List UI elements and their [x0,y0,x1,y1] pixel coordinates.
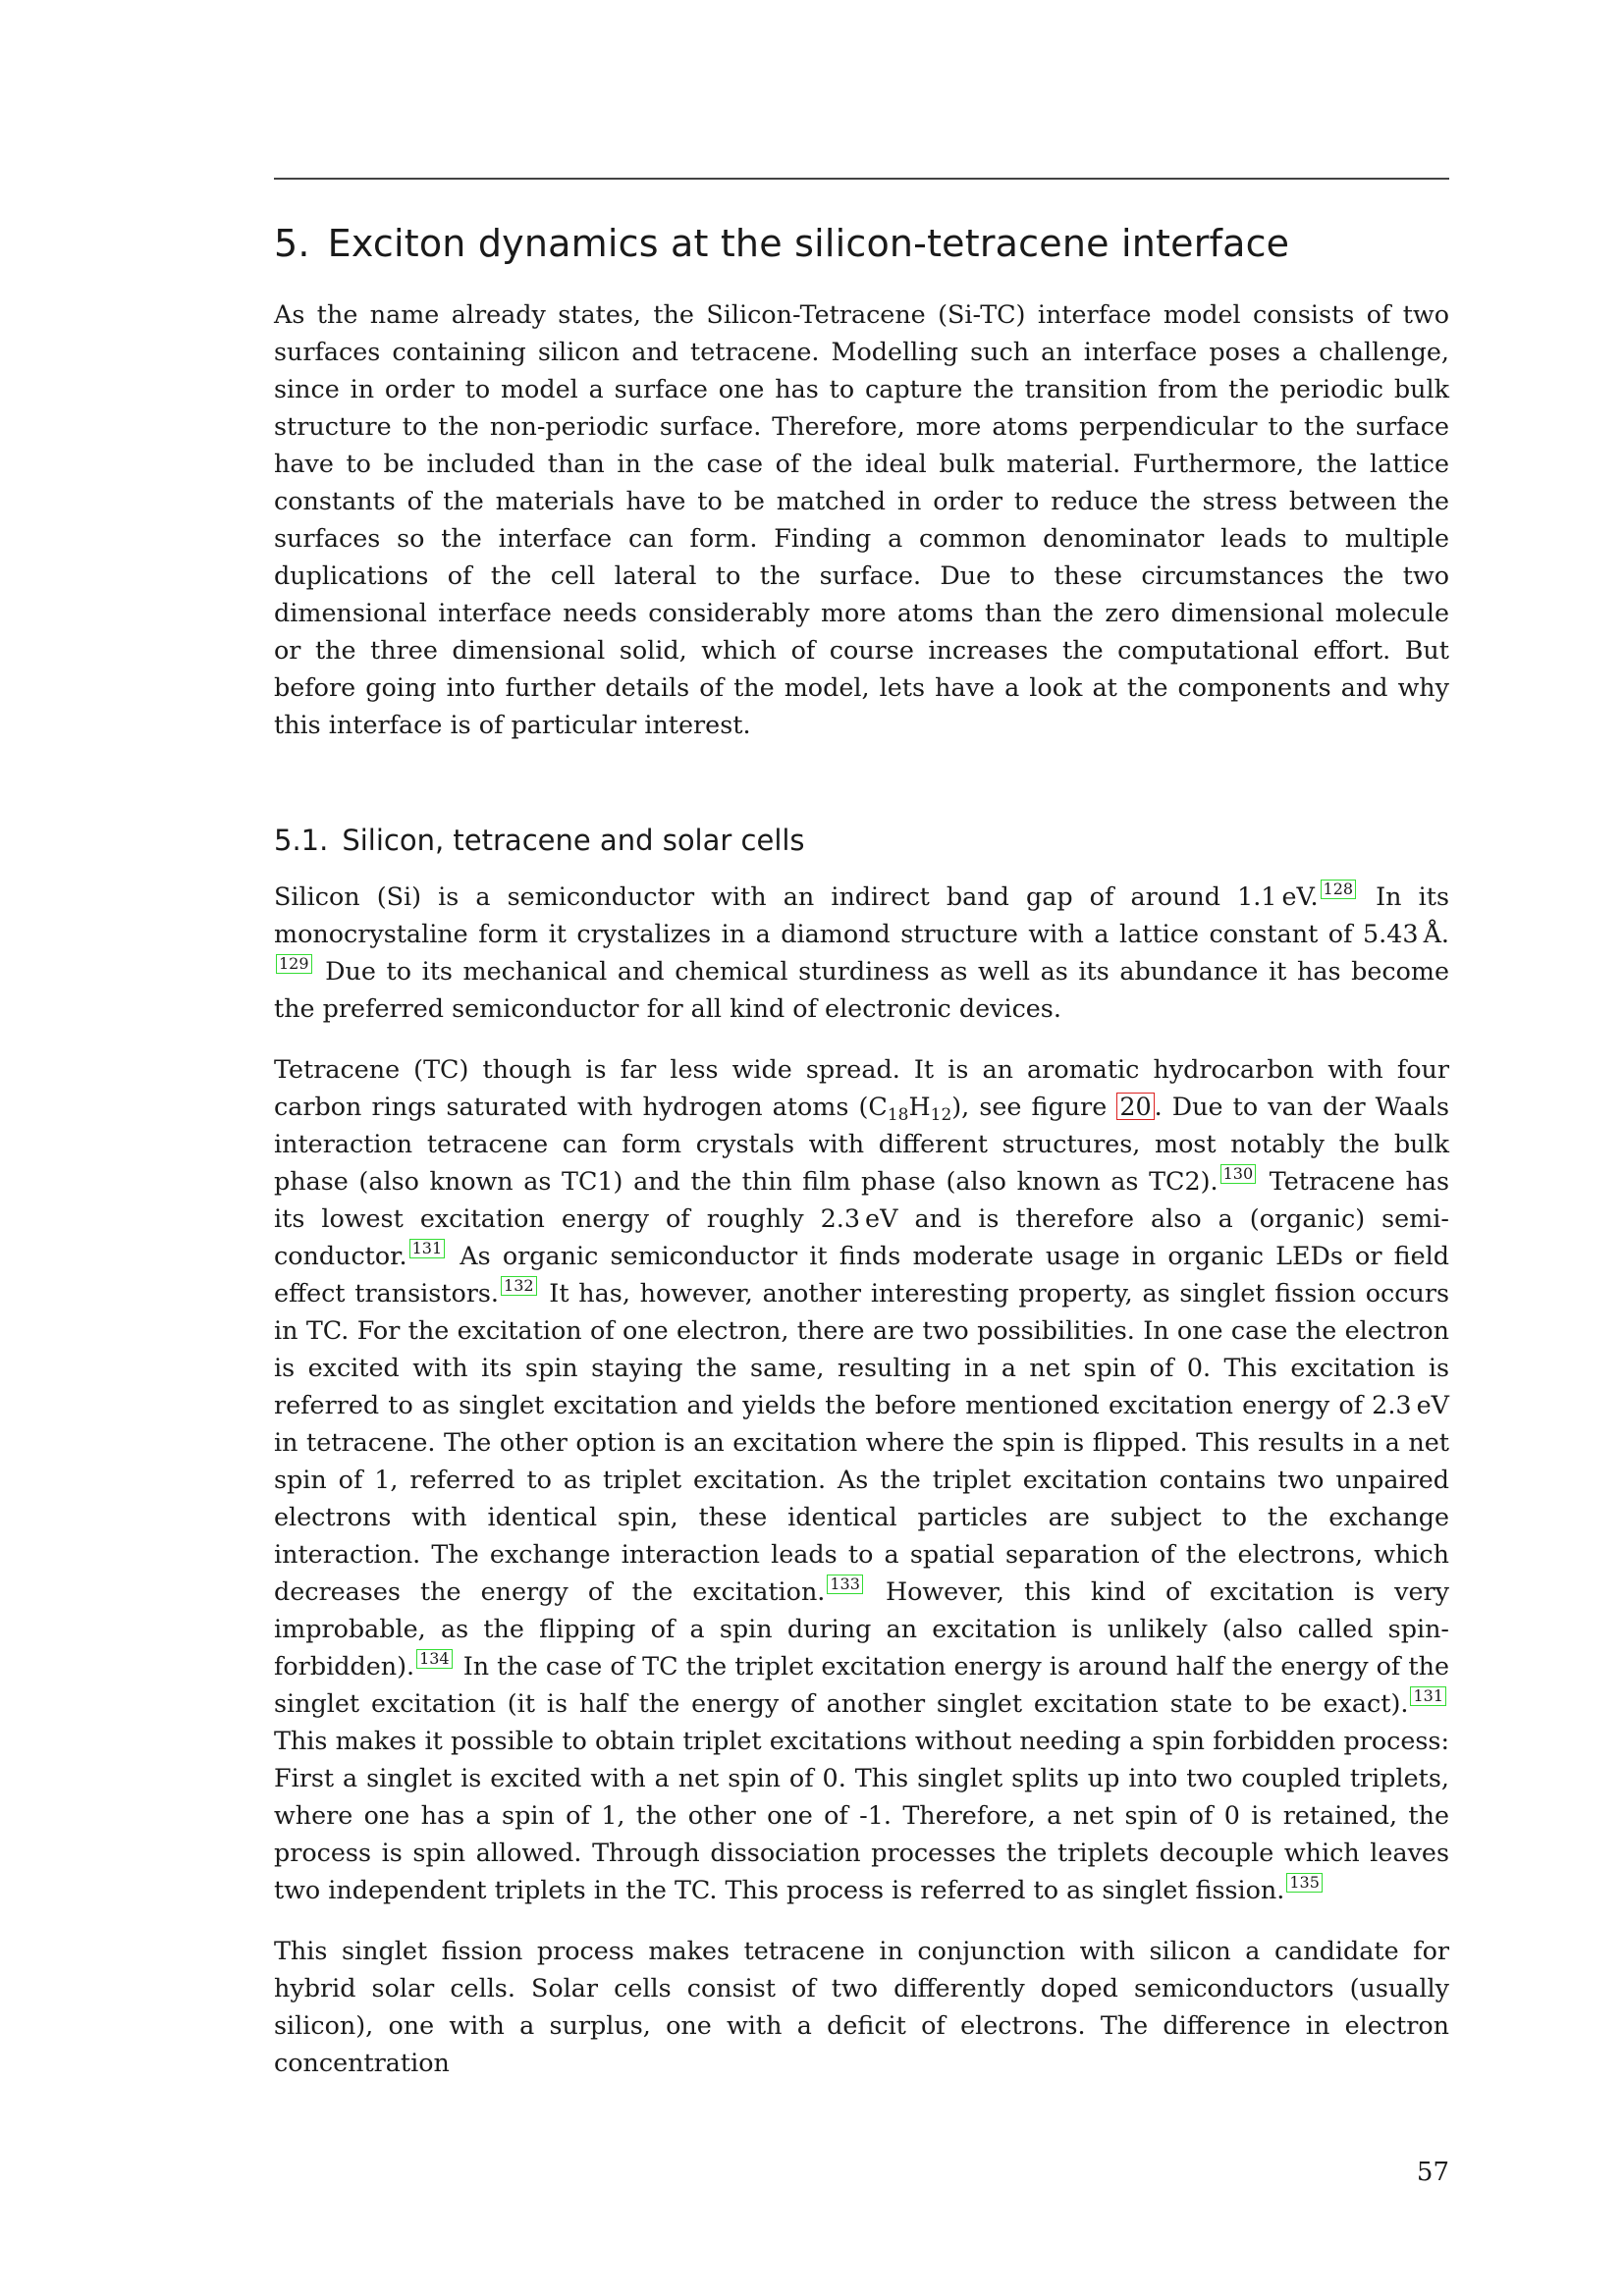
citation-link[interactable]: 128 [1321,880,1357,899]
citation-link[interactable]: 133 [827,1575,863,1594]
text-run: It has, however, another interesting property, as singlet fission occurs in TC. For the excitation of one electron, there are two possibilities. In one case the electron is excited with its spin staying the same, resulting in a net spin of 0. This excitation is referred to as singlet excitation and yields the before mentioned excitation energy of 2.3 eV in tetracene. The other option is an excitation where the spin is flipped. This results in a net spin of 1, referred to as triplet excitation. As the triplet excitation contains two unpaired electrons with identical spin, these identical particles are subject to the exchange interaction. The exchange interaction leads to a spatial separation of the electrons, which decreases the energy of the excitation. [274,1278,1449,1606]
text-run: However, this kind of excitation is very improbable, as the flipping of a spin during an excitation is unlikely (also called spin-forbidden). [274,1576,1449,1681]
subscript: 18 [887,1105,909,1125]
text-run: In its monocrystaline form it crystalizes in a diamond structure with a lattice constant of 5.43 Å. [274,881,1449,948]
text-run: Tetracene (TC) though is far less wide spread. It is an aromatic hydrocarbon with four carbon rings saturated with hydrogen atoms (C [274,1054,1449,1121]
chapter-number: 5. [274,222,310,265]
section-number: 5.1. [274,824,329,857]
citation-link[interactable]: 129 [276,954,312,974]
citation-link[interactable]: 131 [1410,1686,1446,1706]
tetracene-paragraph [274,1050,1449,1908]
citation-link[interactable]: 132 [501,1276,537,1296]
citation-link[interactable]: 130 [1220,1164,1257,1184]
figure-link[interactable]: 20 [1116,1093,1154,1120]
text-run: Due to its mechanical and chemical sturdiness as well as its abundance it has become the preferred semiconductor for all kind of electronic devices. [274,956,1449,1023]
text-run: ), see figure [951,1092,1117,1121]
citation-link[interactable]: 135 [1286,1873,1323,1893]
page-number: 57 [1416,2158,1449,2187]
text-run: In the case of TC the triplet excitation energy is around half the energy of the singlet excitation (it is half the energy of another singlet excitation state to be exact). [274,1651,1449,1718]
text-run: . Due to van der Waals interaction tetracene can form crystals with different structures, most notably the bulk phase (also known as TC1) and the thin film phase (also known as TC2). [274,1092,1449,1196]
text-run: H [908,1092,931,1121]
page-content [274,222,1449,2105]
subscript: 12 [930,1105,952,1125]
section-title: Silicon, tetracene and solar cells [342,824,805,857]
silicon-paragraph [274,878,1449,1027]
text-run: This makes it possible to obtain triplet excitations without needing a spin forbidden process: First a singlet is excited with a net spin of 0. This singlet splits up into two coupled triplets, where one has a spin of 1, the other one of -1. Therefore, a net spin of 0 is retained, the process is spin allowed. Through dissociation processes the triplets decouple which leaves two independent triplets in the TC. This process is referred to as singlet fission. [274,1726,1449,1904]
header-rule [274,178,1449,180]
solar-cell-paragraph: This singlet fission process makes tetracene in conjunction with silicon a candidate for hybrid solar cells. Solar cells consist of two differently doped semiconductors (usually silicon), one with a surplus, one with a deficit of electrons. The difference in electron concentration [274,1936,1449,2077]
text-run: Tetracene has its lowest excitation energy of roughly 2.3 eV and is therefore also a (organic) semi-conductor. [274,1166,1449,1270]
citation-link[interactable]: 134 [416,1649,453,1669]
chapter-title: Exciton dynamics at the silicon-tetracene interface [327,222,1290,265]
citation-link[interactable]: 131 [409,1239,446,1258]
text-run: Silicon (Si) is a semiconductor with an indirect band gap of around 1.1 eV. [274,881,1319,911]
text-run: As organic semiconductor it finds moderate usage in organic LEDs or field effect transistors. [274,1241,1449,1308]
section-heading [274,824,1449,857]
intro-paragraph: As the name already states, the Silicon-Tetracene (Si-TC) interface model consists of two surfaces containing silicon and tetracene. Modelling such an interface poses a challenge, since in order to model a surface one has to capture the transition from the periodic bulk structure to the non-periodic surface. Therefore, more atoms perpendicular to the surface have to be included than in the case of the ideal bulk material. Furthermore, the lattice constants of the materials have to be matched in order to reduce the stress between the surfaces so the interface can form. Finding a common denominator leads to multiple duplications of the cell lateral to the surface. Due to these circumstances the two dimensional interface needs considerably more atoms than the zero dimensional molecule or the three dimensional solid, which of course increases the computational effort. But before going into further details of the model, lets have a look at the components and why this interface is of particular interest. [274,299,1449,739]
chapter-heading [274,222,1449,265]
